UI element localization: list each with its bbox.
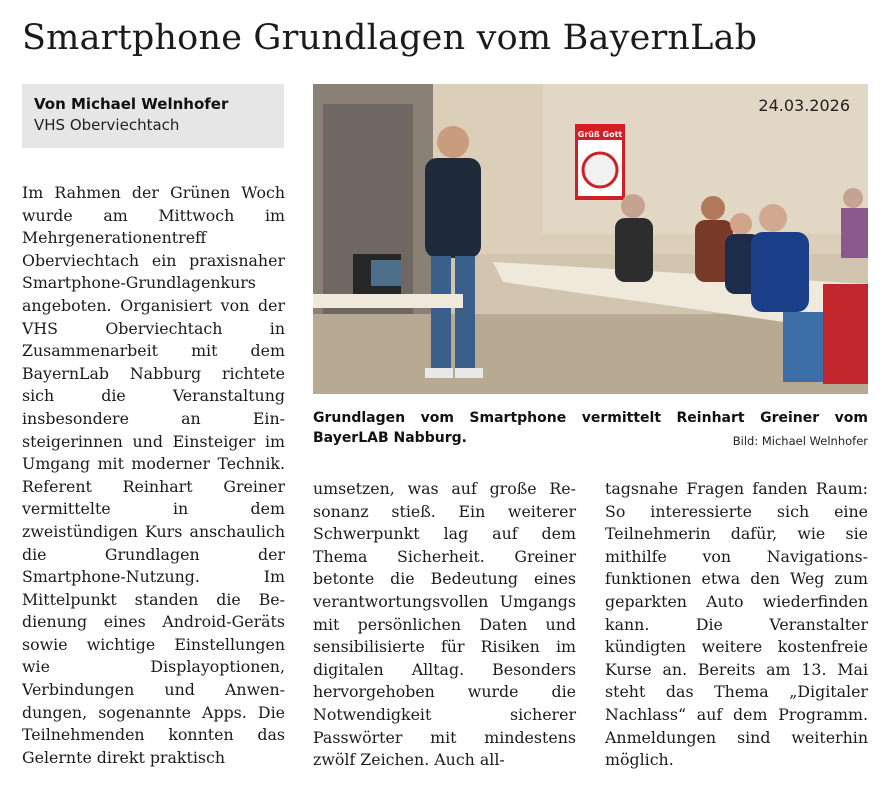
author-organization: VHS Oberviechtach bbox=[34, 116, 180, 134]
photo-caption: Grundlagen vom Smartphone vermittelt Reinhart Greiner vom BayerLAB Nabburg. bbox=[313, 410, 868, 446]
article-headline: Smartphone Grundlagen vom BayernLab bbox=[22, 18, 758, 58]
article-text-column-3: tagsnahe Fragen fanden Raum: So interessierte sich eine Teilnehmerin dafür, wie sie mithilfe von Navigationsfunktionen etwa den Weg zum geparkten Auto wiederfinden kann. Die Veranstalter kündigten weitere kostenfreie Kurse an. Bereits am 13. Mai steht das Thema „Digitaler Nachlass“ auf dem Programm. Anmeldungen sind weiterhin möglich. bbox=[605, 479, 868, 770]
sign-text: Grüß Gott bbox=[577, 130, 623, 139]
photo-credit: Bild: Michael Welnhofer bbox=[732, 434, 868, 448]
author-name: Von Michael Welnhofer bbox=[34, 95, 229, 113]
photo-illustration bbox=[313, 84, 868, 394]
article-column-3 bbox=[605, 478, 868, 788]
article-text-column-2: umsetzen, was auf große Resonanz stieß. Ein weiterer Schwerpunkt lag auf dem Thema Sicherheit. Greiner betonte die Bedeutung eines verantwortungsvollen Umgangs mit persönlichen Daten und sensibilisierte für Risiken im digitalen Alltag. Besonders hervorgehoben wurde die Notwendigkeit sicherer Passwörter mit mindestens zwölf Zeichen. Auch all- bbox=[313, 479, 576, 770]
article-column-2 bbox=[313, 478, 576, 788]
welcome-sign bbox=[575, 124, 625, 200]
photo-date-stamp: 24.03.2026 bbox=[758, 96, 850, 115]
author-box bbox=[22, 84, 284, 148]
article-photo bbox=[313, 84, 868, 394]
article-text-column-1: Im Rahmen der Grünen Woch wurde am Mittwoch im Mehrgenerationentreff Oberviechtach ein praxisnaher Smartphone-Grundlagenkurs angeboten. Organisiert von der VHS Oberviechtach in Zusammenarbeit mit dem BayernLab Nabburg richtete sich die Veranstaltung insbesondere an Einsteigerinnen und Einsteiger im Umgang mit moderner Technik. Referent Reinhart Greiner vermittelte in dem zweistündigen Kurs anschaulich die Grundlagen der Smartphone-Nutzung. Im Mittelpunkt standen die Bedienung eines Android-Geräts sowie wichtige Einstellungen wie Displayoptionen, Verbindungen und Anwendungen, sogenannte Apps. Die Teilnehmenden konnten das Gelernte direkt praktisch bbox=[22, 183, 285, 767]
article-column-1 bbox=[22, 182, 285, 782]
